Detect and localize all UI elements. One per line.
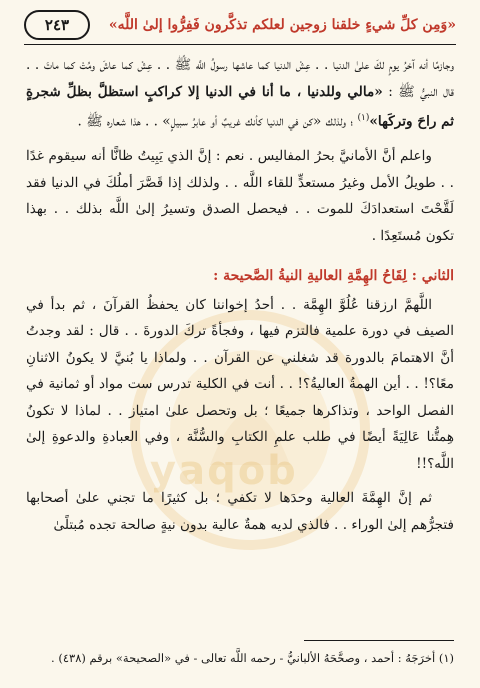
running-title: «وَمِن كلِّ شيءٍ خلقنا زوجين لعلكم تذكَّرون فَفِرُّوا إلىٰ اللَّه»: [108, 17, 456, 33]
footnote-rule: [304, 640, 454, 641]
paragraph-1-text: وجازمًا أنه آخرُ يومٍ لكَ علىٰ الدنيا . . عِشْ الدنيا كما عاشها رسولُ اللَّه ﷺ . . عِشْ كما عاشَ ومُتْ كما ماتَ . . قال النبيُّ ﷺ :: [26, 57, 454, 100]
paragraph-4: ثم إنَّ الهِمَّةَ العالية وحدَها لا تكفي ؛ بل كثيرًا ما تجني علىٰ أصحابها فتجرُّهم إلىٰ الوراء . . فالذي لديه همةٌ عالية بدون نيةٍ صالحة تجده مُبتلًىٰ: [26, 490, 454, 533]
footnote-mark: (١): [357, 113, 370, 123]
page-body: [26, 52, 454, 538]
footnote: (١) أخرَجَهُ : أحمد ، وصحَّحَهُ الألبانيُّ - رحمه اللَّه تعالى - في «الصحيحة» برقم (٤٣٨) .: [51, 651, 454, 665]
page-number-badge: [24, 10, 90, 40]
section-heading: الثاني : لِقَاحُ الهِمَّةِ العاليةِ النيةُ الصَّحيحة :: [213, 268, 454, 285]
paragraph-1: [26, 52, 454, 135]
hadith-quote: «مالي وللدنيا ، ما أنا في الدنيا إلا كراكبٍ استظلَّ بظلِّ شجرةٍ ثم راحَ وتركَها»: [26, 83, 454, 130]
paragraph-3: اللَّهمَّ ارزقنا عُلُوَّ الهِمَّة . . أحدُ إخواننا كان يحفظُ القرآنَ ، ثم بدأ في الصيف في دورة علمية فالتزم فيها ، وفجأةً تركَ الدورةَ . . قال : لقد وجدتُ أنَّ الاهتمامَ بالدورة قد شغلني عن القرآن . . ولماذا يا بُنيَّ لا يكونُ الاثنانِ معًا؟! . . أين الهمةُ العاليةُ؟! . . أنت في الكلية تدرس ست مواد أو ثمانية في الفصل الواحد ، وتذاكرها جميعًا ؛ بل وتحصل علىٰ امتياز . . لماذا لا تكونُ هِمتُّنا عَالِيَةً أيضًا في طلب علمِ الكتابِ والسُّنَّة ، وفي العبادةِ والدعوةِ إلىٰ اللَّه؟!!: [26, 296, 454, 472]
page-header: [24, 10, 456, 40]
page-number: ٢٤٣: [44, 16, 70, 34]
paragraph-1-end: ؛ ولذلك «كن في الدنيا كأنك غريبٌ أو عابرُ سبيلٍ» . . هذا شعاره ﷺ .: [77, 113, 354, 130]
watermark-text: yaqob: [150, 448, 298, 494]
paragraph-2: واعلم أنَّ الأمانيَّ بحرُ المفاليس . نعم : إنَّ الذي يَبِيتُ ظانًّا أنه سيقوم غدًا . . طويلُ الأمل وغيرُ مستعدٍّ للقاء اللَّه . . ولذلك إذا قَصَّرَ أملُكَ في الدنيا فقد لَقَّحْتَ استعدادَكَ للموت . . فيحصل الصدق وتسيرُ إلىٰ اللَّه بذلك . . بهذا تكون مُستَعِدًا .: [26, 148, 454, 244]
header-rule: [24, 44, 456, 45]
